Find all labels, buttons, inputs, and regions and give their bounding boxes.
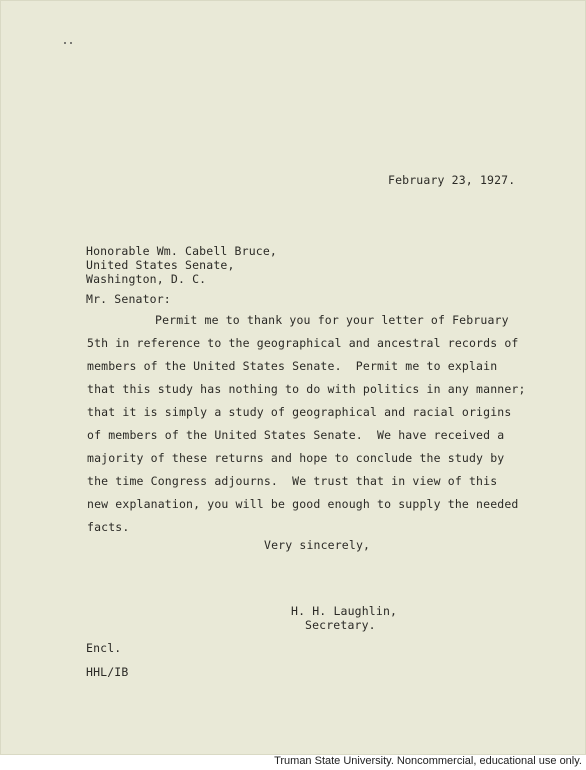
body-line: 5th in reference to the geographical and ancestral records of: [87, 336, 519, 350]
address-line-name: Honorable Wm. Cabell Bruce,: [86, 244, 277, 258]
signature-name: H. H. Laughlin,: [291, 604, 398, 618]
body-line: members of the United States Senate. Permit me to explain: [87, 359, 498, 373]
typist-initials: HHL/IB: [86, 665, 129, 679]
enclosure-note: Encl.: [86, 641, 122, 655]
body-line: that this study has nothing to do with politics in any manner;: [87, 382, 526, 396]
paper-speck: [70, 42, 72, 44]
closing: Very sincerely,: [264, 538, 371, 552]
address-line-city: Washington, D. C.: [86, 272, 207, 286]
salutation: Mr. Senator:: [86, 292, 171, 306]
body-line: new explanation, you will be good enough to supply the needed: [87, 497, 519, 511]
body-line: that it is simply a study of geographical and racial origins: [87, 405, 512, 419]
body-line: the time Congress adjourns. We trust that in view of this: [87, 474, 498, 488]
credit-line: Truman State University. Noncommercial, educational use only.: [274, 755, 582, 767]
address-line-senate: United States Senate,: [86, 258, 235, 272]
body-line: facts.: [87, 520, 130, 534]
paper-speck: [64, 42, 66, 44]
body-line: of members of the United States Senate. We have received a: [87, 428, 505, 442]
signature-title: Secretary.: [305, 618, 376, 632]
letter-date: February 23, 1927.: [388, 173, 516, 187]
body-line: majority of these returns and hope to conclude the study by: [87, 451, 505, 465]
body-line: Permit me to thank you for your letter of February: [155, 313, 509, 327]
